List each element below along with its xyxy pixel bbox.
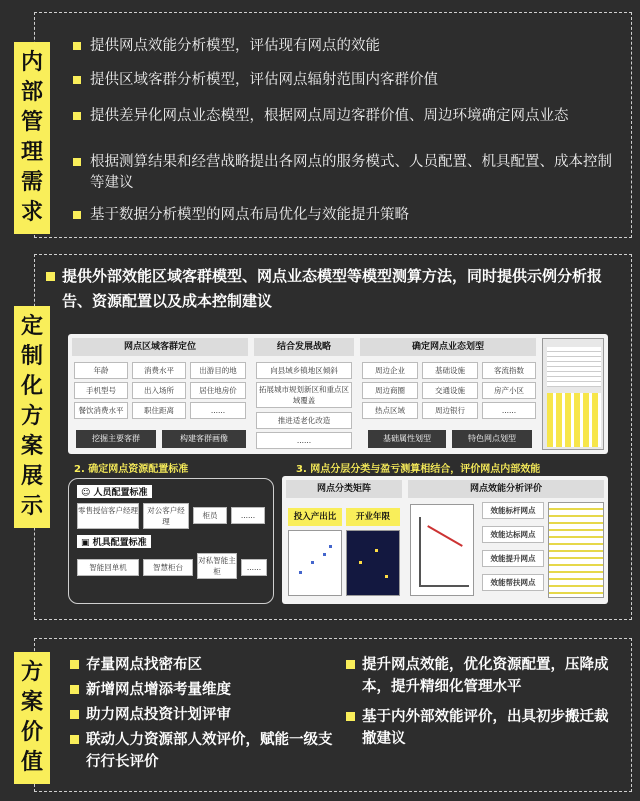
tier-improve: 效能提升网点 <box>482 550 544 567</box>
strategy-cell: 拓展城市规划新区和重点区域覆盖 <box>256 382 352 408</box>
strategy-cell: 推进适老化改造 <box>256 412 352 429</box>
label-value: 方 案 价 值 <box>14 652 50 784</box>
diagram-positioning <box>68 334 608 454</box>
factor-cell: ...... <box>190 402 246 419</box>
header-customer-positioning: 网点区域客群定位 <box>72 338 248 356</box>
machine-cell: ...... <box>241 559 267 576</box>
need-item: 提供区域客群分析模型，评估网点辐射范围内客群价值 <box>90 70 620 91</box>
subtitle-resource-standard: 2. 确定网点资源配置标准 <box>74 464 189 475</box>
label-internal-needs: 内 部 管 理 需 求 <box>14 42 50 234</box>
machine-icon: ▣ <box>81 538 93 548</box>
action-build-portrait: 构建客群画像 <box>162 430 246 448</box>
person-icon: ☺ <box>81 488 94 498</box>
factor-cell: 年龄 <box>74 362 128 379</box>
tier-assist: 效能帮扶网点 <box>482 574 544 591</box>
diagram-resource-config <box>68 478 274 604</box>
key-input-output: 投入产出比 <box>288 508 342 526</box>
header-eval: 网点效能分析评价 <box>408 480 604 498</box>
factor-cell: 餐饮消费水平 <box>74 402 128 419</box>
diagram-efficiency <box>282 476 608 604</box>
staff-standard-title: ☺ 人员配置标准 <box>77 485 152 498</box>
format-cell: 周边银行 <box>422 402 478 419</box>
factor-cell: 出游目的地 <box>190 362 246 379</box>
solution-headline: 提供外部效能区域客群模型、网点业态模型等模型测算方法，同时提供示例分析报告、资源配置以及成本控制建议 <box>62 264 618 314</box>
machine-cell: 对私智能主柜 <box>197 553 237 579</box>
action-special-type: 特色网点划型 <box>452 430 532 448</box>
header-matrix: 网点分类矩阵 <box>286 480 402 498</box>
format-cell: 基础设施 <box>422 362 478 379</box>
machine-cell: 智能回单机 <box>77 559 139 576</box>
header-format-type: 确定网点业态划型 <box>360 338 536 356</box>
value-item: 存量网点找密布区 <box>86 654 336 676</box>
need-item: 提供差异化网点业态模型，根据网点周边客群价值、周边环境确定网点业态 <box>90 106 620 127</box>
table-thumb <box>548 502 604 598</box>
report-thumbnail <box>542 338 604 450</box>
factor-cell: 职住距离 <box>132 402 186 419</box>
format-cell: 交通设施 <box>422 382 478 399</box>
format-cell: 周边企业 <box>362 362 418 379</box>
need-item: 提供网点效能分析模型，评估现有网点的效能 <box>90 36 620 57</box>
staff-cell: 零售授信客户经理 <box>77 503 139 529</box>
format-cell: 客流指数 <box>482 362 536 379</box>
value-item: 提升网点效能，优化资源配置，压降成本，提升精细化管理水平 <box>362 654 612 698</box>
tier-benchmark: 效能标杆网点 <box>482 502 544 519</box>
staff-cell: 柜员 <box>193 507 227 524</box>
factor-cell: 居住地房价 <box>190 382 246 399</box>
key-years: 开业年限 <box>346 508 400 526</box>
format-cell: ...... <box>482 402 536 419</box>
factor-cell: 消费水平 <box>132 362 186 379</box>
scatter-thumb-b <box>346 530 400 596</box>
label-custom-solution: 定 制 化 方 案 展 示 <box>14 306 50 528</box>
format-cell: 房产小区 <box>482 382 536 399</box>
action-basic-type: 基础属性划型 <box>368 430 446 448</box>
need-item: 基于数据分析模型的网点布局优化与效能提升策略 <box>90 205 620 226</box>
value-item: 新增网点增添考量维度 <box>86 679 336 701</box>
value-item: 联动人力资源部人效评价，赋能一级支行行长评价 <box>86 729 336 773</box>
machine-cell: 智慧柜台 <box>143 559 193 576</box>
scatter-thumb-a <box>288 530 342 596</box>
staff-cell: ...... <box>231 507 265 524</box>
tier-qualified: 效能达标网点 <box>482 526 544 543</box>
strategy-cell: 向县域乡镇地区倾斜 <box>256 362 352 379</box>
chart-thumb <box>410 504 474 596</box>
value-item: 助力网点投资计划评审 <box>86 704 336 726</box>
subtitle-efficiency-eval: 3. 网点分层分类与盈亏测算相结合，评价网点内部效能 <box>296 464 541 475</box>
staff-cell: 对公客户经理 <box>143 503 189 529</box>
action-mine-customers: 挖掘主要客群 <box>76 430 156 448</box>
factor-cell: 出入场所 <box>132 382 186 399</box>
header-strategy: 结合发展战略 <box>254 338 354 356</box>
machine-standard-title: ▣ 机具配置标准 <box>77 535 151 548</box>
strategy-cell: ...... <box>256 432 352 449</box>
factor-cell: 手机型号 <box>74 382 128 399</box>
format-cell: 热点区域 <box>362 402 418 419</box>
value-item: 基于内外部效能评价，出具初步搬迁裁撤建议 <box>362 706 612 750</box>
need-item: 根据测算结果和经营战略提出各网点的服务模式、人员配置、机具配置、成本控制等建议 <box>90 152 620 194</box>
format-cell: 周边商圈 <box>362 382 418 399</box>
